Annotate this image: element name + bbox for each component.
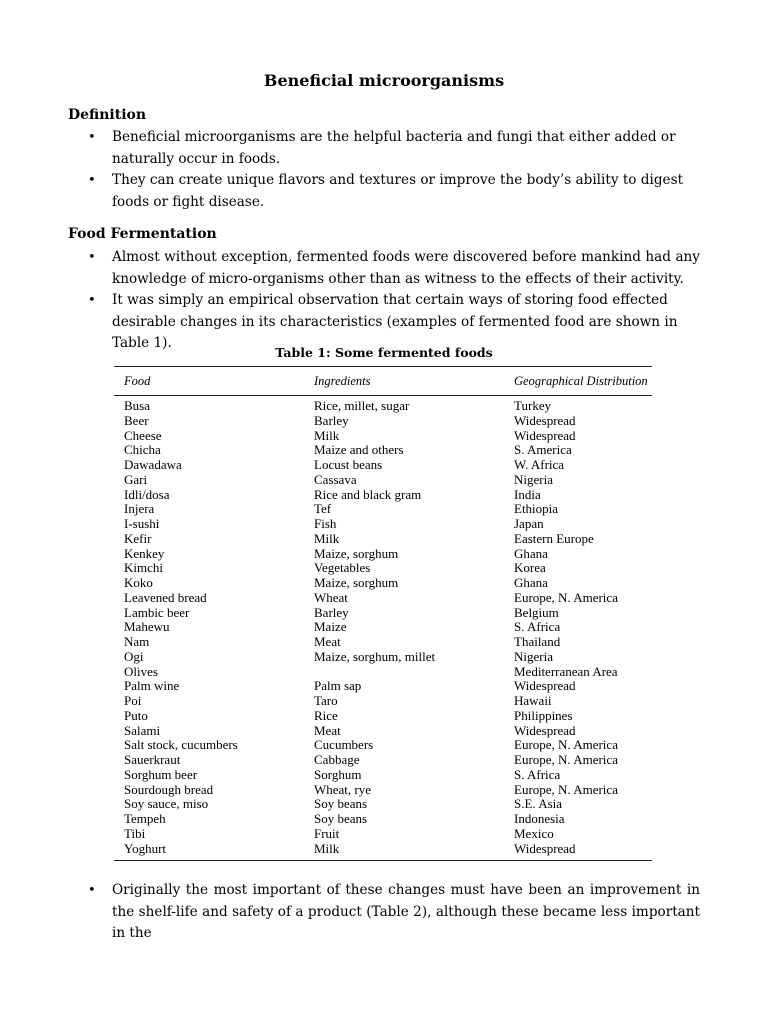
cell-distribution: Europe, N. America [514,781,618,797]
cell-distribution: Thailand [514,634,561,649]
cell-food: Injera [124,501,155,517]
fermentation-heading: Food Fermentation [68,226,217,242]
table-caption: Table 1: Some fermented foods [275,345,493,360]
list-item: • They can create unique flavors and textures or improve the body’s ability to digest foods or fight disease. [88,172,684,210]
table-row [114,679,652,694]
cell-distribution: Ghana [514,575,548,590]
table-row [114,429,652,444]
cell-food: Puto [124,707,148,723]
bullet-icon: • [88,173,96,188]
definition-list [68,127,700,213]
cell-ingredients: Palm sap [314,678,362,694]
cell-distribution: Eastern Europe [514,530,594,546]
cell-distribution: Ethiopia [514,501,559,517]
cell-distribution: Japan [514,516,544,531]
cell-food: Sorghum beer [124,766,198,782]
cell-food: Leavened bread [124,589,207,605]
cell-ingredients: Fruit [314,825,340,841]
fermented-foods-table [114,366,652,861]
cell-ingredients: Maize and others [314,442,404,458]
cell-distribution: S. Africa [514,766,561,782]
table-row [114,797,652,812]
cell-food: Olives [124,663,158,679]
bullet-icon: • [88,130,96,145]
bullet-icon: • [88,883,96,898]
cell-food: Lambic beer [124,604,190,620]
table-body [114,396,652,860]
cell-food: Palm wine [124,678,180,694]
table-row [114,473,652,488]
cell-distribution: Europe, N. America [514,752,618,767]
cell-ingredients: Vegetables [314,560,371,576]
table-row [114,665,652,680]
table-row [114,399,652,414]
cell-food: Dawadawa [124,457,182,472]
cell-ingredients: Cassava [314,471,357,487]
table-row [114,709,652,724]
cell-distribution: S. Africa [514,619,561,635]
cell-food: Salami [124,722,161,738]
after-table-list [68,880,700,945]
cell-food: Kenkey [124,545,165,561]
table-row [114,576,652,591]
cell-distribution: Belgium [514,604,559,620]
cell-food: I-sushi [124,516,160,531]
table-row [114,768,652,783]
cell-food: Busa [124,398,150,413]
cell-food: Tempeh [124,811,166,826]
column-header-ingredients: Ingredients [314,373,371,388]
cell-ingredients: Maize, sorghum [314,545,399,561]
cell-ingredients [314,665,514,680]
cell-food: Poi [124,693,142,708]
table-bottom-rule [114,860,652,861]
table-row [114,458,652,473]
cell-food: Cheese [124,427,162,443]
table-row [114,738,652,753]
cell-ingredients: Meat [314,722,341,738]
cell-food: Kefir [124,530,152,546]
cell-ingredients: Maize, sorghum [314,575,399,590]
cell-food: Beer [124,412,149,428]
table-row [114,517,652,532]
table-row [114,488,652,503]
list-item: • Beneficial microorganisms are the helpful bacteria and fungi that either added or naturally occur in foods. [88,129,676,167]
cell-ingredients: Maize [314,619,347,635]
table-row [114,783,652,798]
bullet-icon: • [88,250,96,265]
cell-distribution: Korea [514,560,546,576]
cell-distribution: Philippines [514,707,573,723]
table-row [114,443,652,458]
fermentation-list [68,247,700,355]
column-header-distribution: Geographical Distribution [514,373,648,388]
table-row [114,635,652,650]
list-item: • Almost without exception, fermented foods were discovered before mankind had any knowledge of micro-organisms other than as witness to the effects of their activity. [88,249,700,287]
cell-distribution: Widespread [514,722,576,738]
cell-food: Chicha [124,442,161,458]
table-row [114,650,652,665]
cell-distribution: Hawaii [514,693,552,708]
cell-distribution: Nigeria [514,648,553,664]
table-row [114,547,652,562]
cell-food: Gari [124,471,148,487]
cell-ingredients: Rice and black gram [314,486,422,502]
column-header-food: Food [124,373,151,388]
page-title: Beneficial microorganisms [263,71,505,90]
cell-ingredients: Wheat, rye [314,781,372,797]
table-row [114,694,652,709]
cell-ingredients: Barley [314,412,349,428]
cell-distribution: Widespread [514,412,576,428]
cell-ingredients: Rice, millet, sugar [314,398,410,413]
cell-ingredients: Sorghum [314,766,362,782]
list-item: • Originally the most important of these changes must have been an improvement in the shelf-life and safety of a product (Table 2), although these became less important in the [88,882,700,941]
table-row [114,842,652,857]
cell-ingredients: Soy beans [314,796,368,812]
cell-ingredients: Barley [314,604,349,620]
cell-ingredients: Tef [314,501,332,517]
cell-distribution: Europe, N. America [514,737,618,753]
cell-ingredients: Milk [314,427,340,443]
cell-distribution: S.E. Asia [514,796,563,812]
cell-ingredients: Cucumbers [314,737,374,753]
table-row [114,502,652,517]
cell-food: Tibi [124,825,146,841]
cell-distribution: Indonesia [514,811,565,826]
cell-distribution: Nigeria [514,471,553,487]
cell-ingredients: Locust beans [314,457,383,472]
cell-distribution: Ghana [514,545,548,561]
table-row [114,812,652,827]
cell-food: Sourdough bread [124,781,214,797]
table-row [114,753,652,768]
cell-food: Salt stock, cucumbers [124,737,238,753]
cell-food: Koko [124,575,153,590]
bullet-icon: • [88,293,96,308]
cell-food: Soy sauce, miso [124,796,209,812]
cell-ingredients: Wheat [314,589,348,605]
cell-food: Idli/dosa [124,486,170,502]
cell-distribution: India [514,486,541,502]
cell-ingredients: Milk [314,840,340,856]
table-row [114,561,652,576]
cell-food: Ogi [124,648,144,664]
table-row [114,620,652,635]
cell-food: Kimchi [124,560,163,576]
table-row [114,414,652,429]
cell-distribution: Widespread [514,427,576,443]
cell-food: Sauerkraut [124,752,181,767]
cell-distribution: W. Africa [514,457,565,472]
cell-distribution: Mediterranean Area [514,663,618,679]
cell-ingredients: Cabbage [314,752,360,767]
cell-ingredients: Milk [314,530,340,546]
table-row [114,724,652,739]
cell-food: Mahewu [124,619,170,635]
cell-distribution: Europe, N. America [514,589,618,605]
cell-ingredients: Soy beans [314,811,368,826]
cell-ingredients: Taro [314,693,338,708]
table-row [114,606,652,621]
cell-distribution: Turkey [514,398,552,413]
table-row [114,532,652,547]
cell-ingredients: Maize, sorghum, millet [314,648,436,664]
cell-food: Nam [124,634,150,649]
cell-distribution: Widespread [514,678,576,694]
cell-ingredients: Rice [314,707,338,723]
cell-ingredients: Fish [314,516,337,531]
table-header [114,367,652,395]
list-item: • It was simply an empirical observation that certain ways of storing food effected desirable changes in its characteristics (examples of fermented food are shown in Table 1). [88,292,678,351]
definition-heading: Definition [68,107,147,123]
cell-ingredients: Meat [314,634,341,649]
cell-distribution: S. America [514,442,572,458]
table-row [114,827,652,842]
table-row [114,591,652,606]
cell-distribution: Widespread [514,840,576,856]
cell-distribution: Mexico [514,825,554,841]
cell-food: Yoghurt [124,840,167,856]
